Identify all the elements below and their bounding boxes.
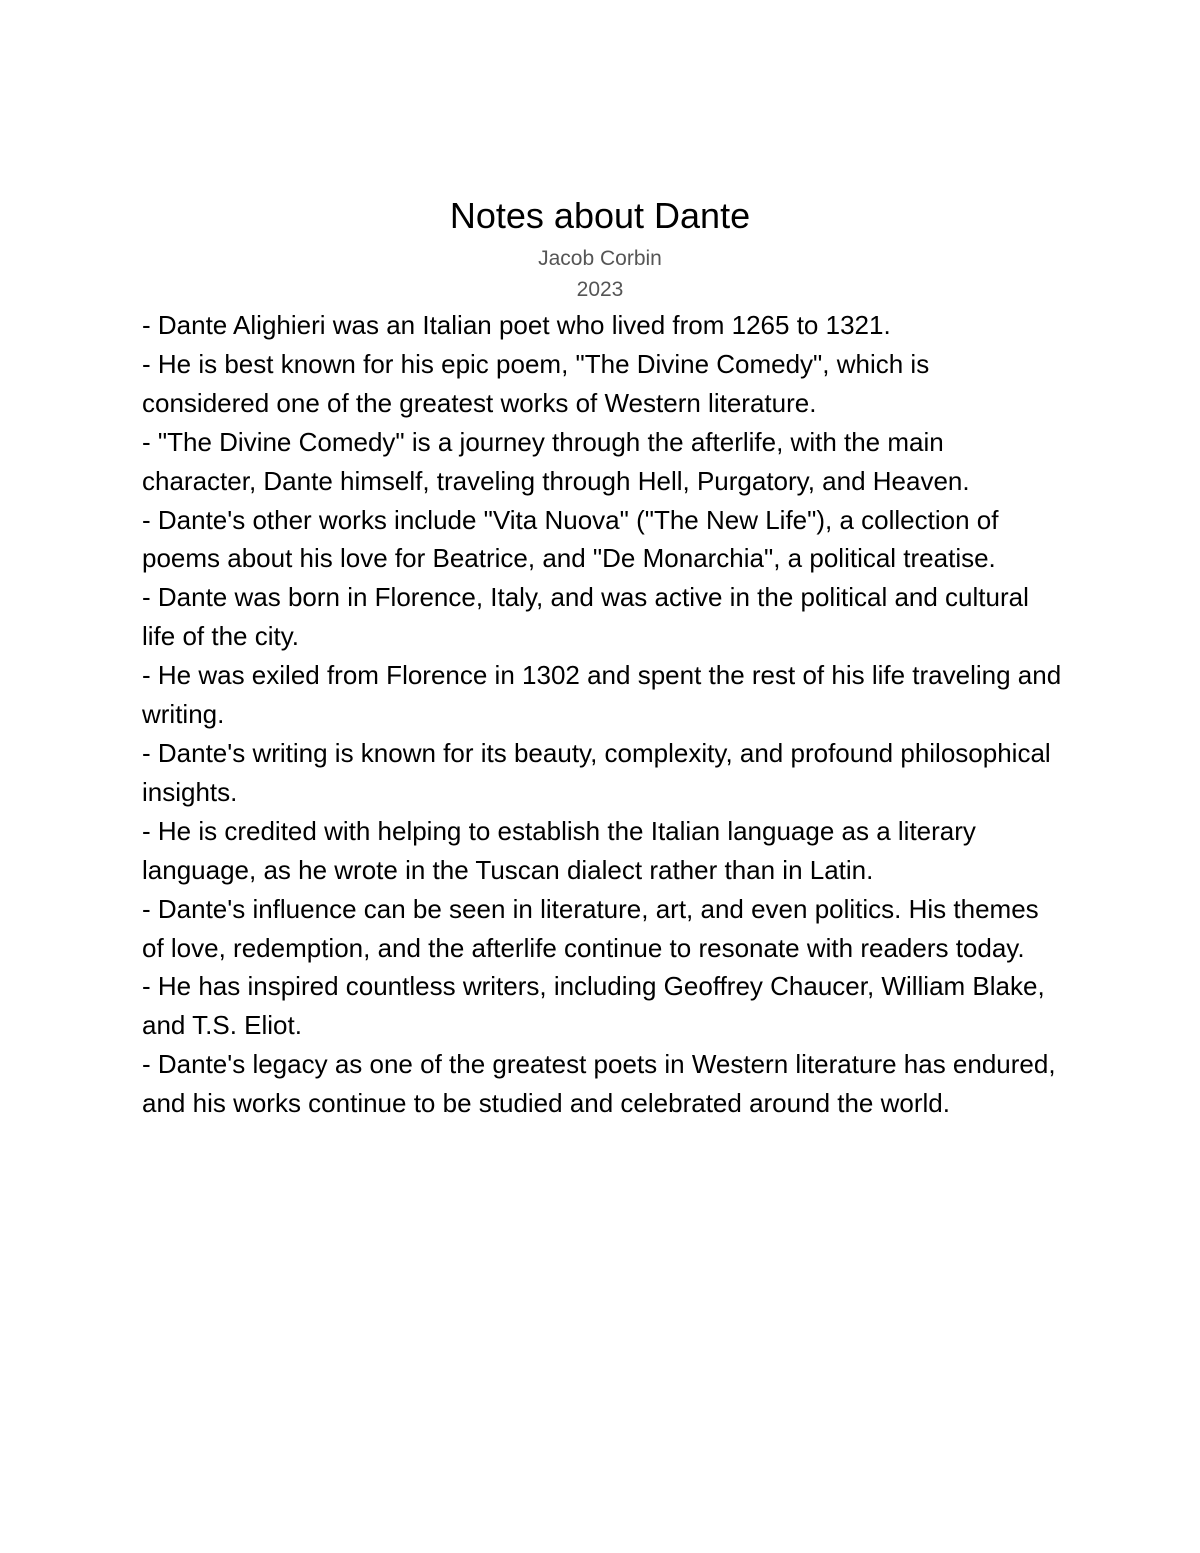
note-item: - Dante's influence can be seen in literature, art, and even politics. His themes of love, redemption, and the afterlife continue to resonate with readers today.: [142, 893, 1039, 963]
notes-list: [142, 306, 1062, 1123]
note-item: - He was exiled from Florence in 1302 and spent the rest of his life traveling and writing.: [142, 660, 1062, 730]
document-title: Notes about Dante: [449, 195, 751, 236]
note-item: - Dante's legacy as one of the greatest poets in Western literature has endured, and his works continue to be studied and celebrated around the world.: [142, 1049, 1056, 1119]
note-item: - Dante's writing is known for its beauty, complexity, and profound philosophical insights.: [142, 737, 1051, 807]
document-author: Jacob Corbin: [538, 247, 662, 270]
note-item: - He is best known for his epic poem, "The Divine Comedy", which is considered one of the greatest works of Western literature.: [142, 348, 930, 418]
note-item: - He is credited with helping to establish the Italian language as a literary language, as he wrote in the Tuscan dialect rather than in Latin.: [142, 815, 976, 885]
note-item: - Dante was born in Florence, Italy, and was active in the political and cultural life of the city.: [142, 582, 1029, 652]
note-item: - He has inspired countless writers, including Geoffrey Chaucer, William Blake, and T.S. Eliot.: [142, 971, 1045, 1041]
note-item: - "The Divine Comedy" is a journey through the afterlife, with the main character, Dante himself, traveling through Hell, Purgatory, and Heaven.: [142, 426, 970, 496]
document-year: 2023: [576, 278, 624, 301]
note-item: - Dante Alighieri was an Italian poet who lived from 1265 to 1321.: [142, 310, 891, 340]
note-item: - Dante's other works include "Vita Nuova" ("The New Life"), a collection of poems about his love for Beatrice, and "De Monarchia", a political treatise.: [142, 504, 999, 574]
